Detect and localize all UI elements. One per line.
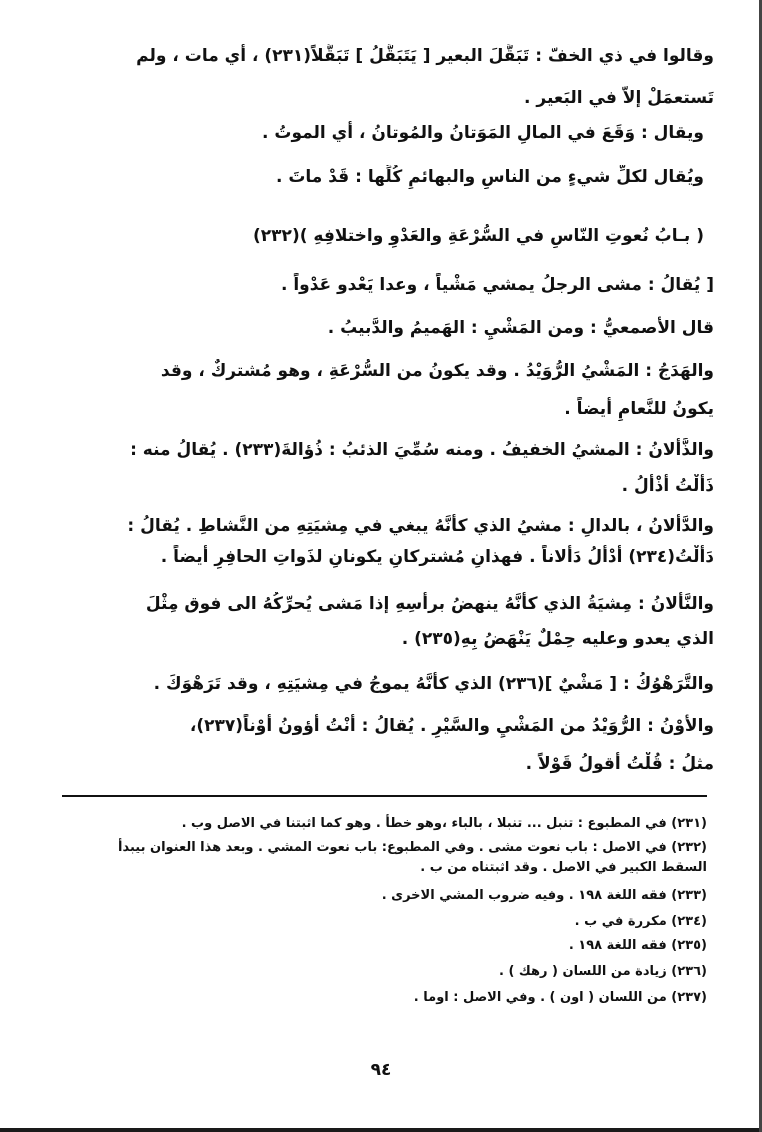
footnote: (٢٣٣) فقه اللغة ١٩٨ . وفيه ضروب المشي الاخرى . (381, 888, 707, 903)
body-line: والدَّأَلانُ ، بالدالِ : مشيُ الذي كأنَّهُ يبغي في مِشيَتِهِ من النَّشاطِ . يُقالُ : (127, 516, 714, 536)
body-line: والذَّأَلانُ : المشيُ الخفيفُ . ومنه سُمِّيَ الذئبُ : ذُؤالةَ(٢٣٣) . يُقالُ منه : (130, 440, 714, 460)
footnote: (٢٣٥) فقه اللغة ١٩٨ . (568, 938, 707, 953)
footnote-divider (62, 795, 707, 797)
body-line: وقالوا في ذي الخفّ : تَبَقَّلَ البعير [ يَتَبَقَّلُ ] تَبَقُّلاً(٢٣١) ، أي مات ، ولم (136, 46, 714, 66)
body-line: والنَّأَلانُ : مِشيَةُ الذي كأنَّهُ ينهضُ برأسِهِ إذا مَشى يُحرِّكُهُ الى فوق مِثْلَ (145, 594, 714, 614)
footnote: (٢٣٦) زيادة من اللسان ( رهك ) . (498, 964, 707, 979)
footnote: (٢٣٢) في الاصل : باب نعوت مشى . وفي المطبوع: باب نعوت المشي . وبعد هذا العنوان بيبدأ (117, 840, 707, 855)
footnote-continuation: السقط الكبير في الاصل . وقد اثبتناه من ب . (420, 860, 707, 875)
footnote: (٢٣٤) مكررة في ب . (574, 914, 707, 929)
body-line: والهَدَجُ : المَشْيُ الرُّوَيْدُ . وقد يكونُ من السُّرْعَةِ ، وهو مُشتركٌ ، وقد (160, 361, 714, 381)
body-line: دَأَلْتُ(٢٣٤) أَدْأَلُ دَأَلاناً . فهذانِ مُشتركانِ يكونانِ لذَواتِ الحافِرِ أيضاً . (160, 547, 714, 567)
body-line: ويُقال لكلِّ شيءٍ من الناسِ والبهائمِ كُلِّها : قَدْ ماتَ . (275, 167, 704, 187)
body-line: تَستعمَلْ إلاّ في البَعير . (524, 88, 714, 108)
page-number: ٩٤ (370, 1060, 392, 1080)
body-line: [ يُقالُ : مشى الرجلُ يمشي مَشْياً ، وعدا يَعْدو عَدْواً . (280, 275, 714, 295)
footnote: (٢٣٧) من اللسان ( اون ) . وفي الاصل : اوما . (413, 990, 707, 1005)
body-line: ذَأَلْتُ أَذْأَلُ . (621, 476, 714, 496)
body-line: والأَوْنُ : الرُّوَيْدُ من المَشْيِ والسَّيْرِ . يُقالُ : أُنْتُ أَؤونُ أَوْناً(٢٣٧)، (189, 716, 714, 736)
body-line: يكونُ للنَّعامِ أيضاً . (564, 399, 714, 419)
body-line: مثلُ : قُلْتُ أقولُ قَوْلاً . (525, 754, 714, 774)
body-line: قال الأصمعيُّ : ومن المَشْيِ : الهَميمُ والدَّبيبُ . (327, 318, 714, 338)
footnote: (٢٣١) في المطبوع : تنبل ... تنبلا ، بالباء ،وهو خطأ . وهو كما اثبتنا في الاصل وب . (181, 816, 707, 831)
body-line: الذي يعدو وعليه حِمْلٌ يَنْهَضُ بِهِ(٢٣٥) . (401, 629, 714, 649)
body-line: والتَّرَهْوُكُ : [ مَشْيٌ ](٢٣٦) الذي كأنَّهُ يموجُ في مِشيَتِهِ ، وقد تَرَهْوَكَ . (153, 674, 714, 694)
body-line: ويقال : وَقَعَ في المالِ المَوَتانُ والمُوتانُ ، أي الموتُ . (261, 123, 704, 143)
section-heading: ( بـابُ نُعوتِ النّاسِ في السُّرْعَةِ والعَدْوِ واختلافِهِ )(٢٣٢) (253, 226, 704, 246)
page-bottom-edge (0, 1128, 762, 1132)
